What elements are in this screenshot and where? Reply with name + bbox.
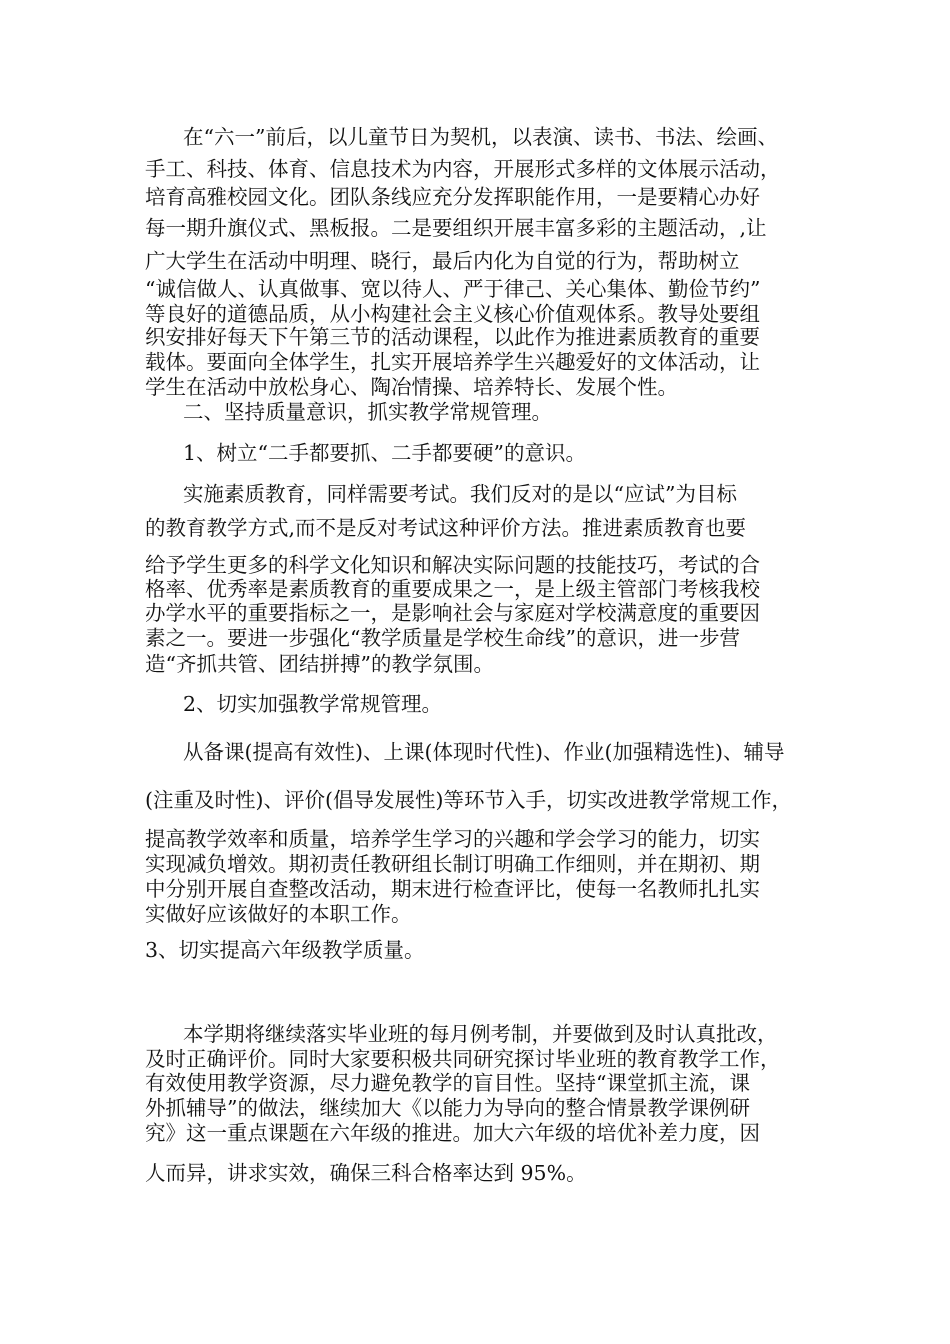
paragraph-line: 格率、优秀率是素质教育的重要成果之一，是上级主管部门考核我校 [145, 577, 760, 601]
paragraph-line: 给予学生更多的科学文化知识和解决实际问题的技能技巧，考试的合 [145, 553, 760, 577]
paragraph-line: 载体。要面向全体学生，扎实开展培养学生兴趣爱好的文体活动，让 [145, 350, 760, 374]
paragraph-line: “诚信做人、认真做事、宽以待人、严于律己、关心集体、勤俭节约” [145, 277, 761, 301]
paragraph-line: 本学期将继续落实毕业班的每月例考制，并要做到及时认真批改， [183, 1022, 778, 1046]
paragraph-line: 究》这一重点课题在六年级的推进。加大六年级的培优补差力度，因 [145, 1121, 760, 1145]
paragraph-line: 广大学生在活动中明理、晓行，最后内化为自觉的行为，帮助树立 [145, 249, 740, 273]
paragraph-line: 实做好应该做好的本职工作。 [145, 902, 412, 926]
subsection-heading: 1、树立“二手都要抓、二手都要硬”的意识。 [183, 441, 587, 465]
paragraph-line: 及时正确评价。同时大家要积极共同研究探讨毕业班的教育教学工作， [145, 1047, 781, 1071]
paragraph-line: 办学水平的重要指标之一，是影响社会与家庭对学校满意度的重要因 [145, 601, 760, 625]
paragraph-line: 从备课(提高有效性)、上课(体现时代性)、作业(加强精选性)、辅导 [183, 740, 785, 764]
paragraph-line: 培育高雅校园文化。团队条线应充分发挥职能作用，一是要精心办好 [145, 185, 760, 209]
paragraph-line: 素之一。要进一步强化“教学质量是学校生命线”的意识，进一步营 [145, 626, 740, 650]
subsection-heading: 2、切实加强教学常规管理。 [183, 692, 443, 716]
paragraph-line: 在“六一”前后，以儿童节日为契机，以表演、读书、书法、绘画、 [183, 125, 778, 149]
paragraph-line: 实施素质教育，同样需要考试。我们反对的是以“应试”为目标 [183, 482, 737, 506]
paragraph-line: 实现减负增效。期初责任教研组长制订明确工作细则，并在期初、期 [145, 852, 760, 876]
paragraph-line: 外抓辅导”的做法，继续加大《以能力为导向的整合情景教学课例研 [145, 1096, 750, 1120]
paragraph-line: 学生在活动中放松身心、陶冶情操、培养特长、发展个性。 [145, 375, 678, 399]
paragraph-line: 提高教学效率和质量，培养学生学习的兴趣和学会学习的能力，切实 [145, 827, 760, 851]
paragraph-line: 有效使用教学资源，尽力避免教学的盲目性。坚持“课堂抓主流，课 [145, 1071, 750, 1095]
paragraph-line: 人而异，讲求实效，确保三科合格率达到 95%。 [145, 1161, 587, 1185]
paragraph-line: 手工、科技、体育、信息技术为内容，开展形式多样的文体展示活动， [145, 157, 781, 181]
paragraph-line: 等良好的道德品质，从小构建社会主义核心价值观体系。教导处要组 [145, 302, 760, 326]
subsection-heading: 3、切实提高六年级教学质量。 [145, 938, 425, 962]
paragraph-line: 每一期升旗仪式、黑板报。二是要组织开展丰富多彩的主题活动，,让 [145, 216, 767, 240]
section-heading: 二、坚持质量意识，抓实教学常规管理。 [183, 400, 552, 424]
paragraph-line: 织安排好每天下午第三节的活动课程，以此作为推进素质教育的重要 [145, 325, 760, 349]
paragraph-line: 的教育教学方式,而不是反对考试这种评价方法。推进素质教育也要 [145, 516, 747, 540]
paragraph-line: (注重及时性)、评价(倡导发展性)等环节入手，切实改进教学常规工作， [145, 788, 792, 812]
paragraph-line: 中分别开展自查整改活动，期末进行检查评比，使每一名教师扎扎实 [145, 877, 760, 901]
paragraph-line: 造“齐抓共管、团结拼搏”的教学氛围。 [145, 652, 494, 676]
